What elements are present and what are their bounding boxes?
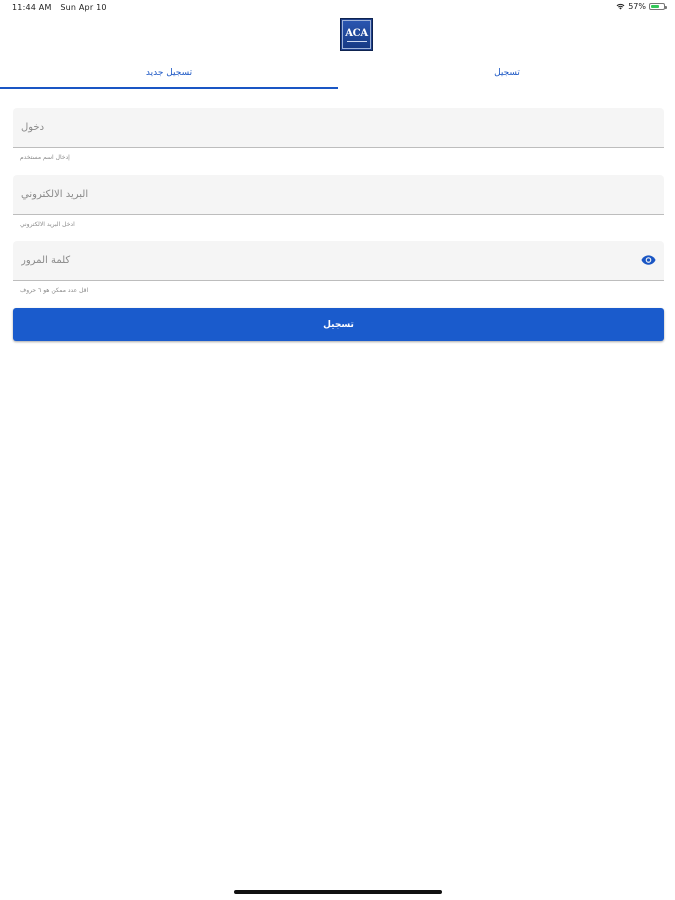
- eye-icon[interactable]: [641, 254, 656, 266]
- wifi-icon: [616, 3, 625, 10]
- register-button[interactable]: تسجيل: [13, 308, 664, 341]
- email-input[interactable]: [13, 175, 664, 214]
- battery-percent: 57%: [628, 2, 646, 11]
- status-right: [616, 2, 665, 11]
- status-left: [12, 3, 107, 12]
- logo-text: ACA: [345, 27, 368, 39]
- aca-logo: [340, 18, 373, 51]
- tab-login[interactable]: تسجيل: [494, 68, 520, 78]
- email-field[interactable]: [13, 175, 664, 215]
- tab-register-new[interactable]: تسجيل جديد: [145, 68, 193, 78]
- auth-tabs: [0, 60, 675, 89]
- battery-level: [651, 5, 659, 8]
- email-helper: ادخل البريد الالكتروني: [20, 221, 75, 228]
- username-helper: إدخال اسم مستخدم: [20, 154, 70, 161]
- password-field[interactable]: [13, 241, 664, 281]
- username-input[interactable]: [13, 108, 664, 147]
- active-tab-indicator: [0, 87, 338, 89]
- logo-underline: [347, 41, 367, 42]
- password-helper: اقل عدد ممكن هو ٦ حروف: [20, 287, 89, 294]
- home-indicator[interactable]: [234, 890, 442, 894]
- status-time: 11:44 AM: [12, 3, 52, 12]
- logo-badge: [342, 20, 371, 49]
- battery-icon: [649, 3, 665, 10]
- status-bar: [0, 0, 675, 16]
- password-input[interactable]: [13, 241, 664, 280]
- status-date: Sun Apr 10: [60, 3, 107, 12]
- username-field[interactable]: [13, 108, 664, 148]
